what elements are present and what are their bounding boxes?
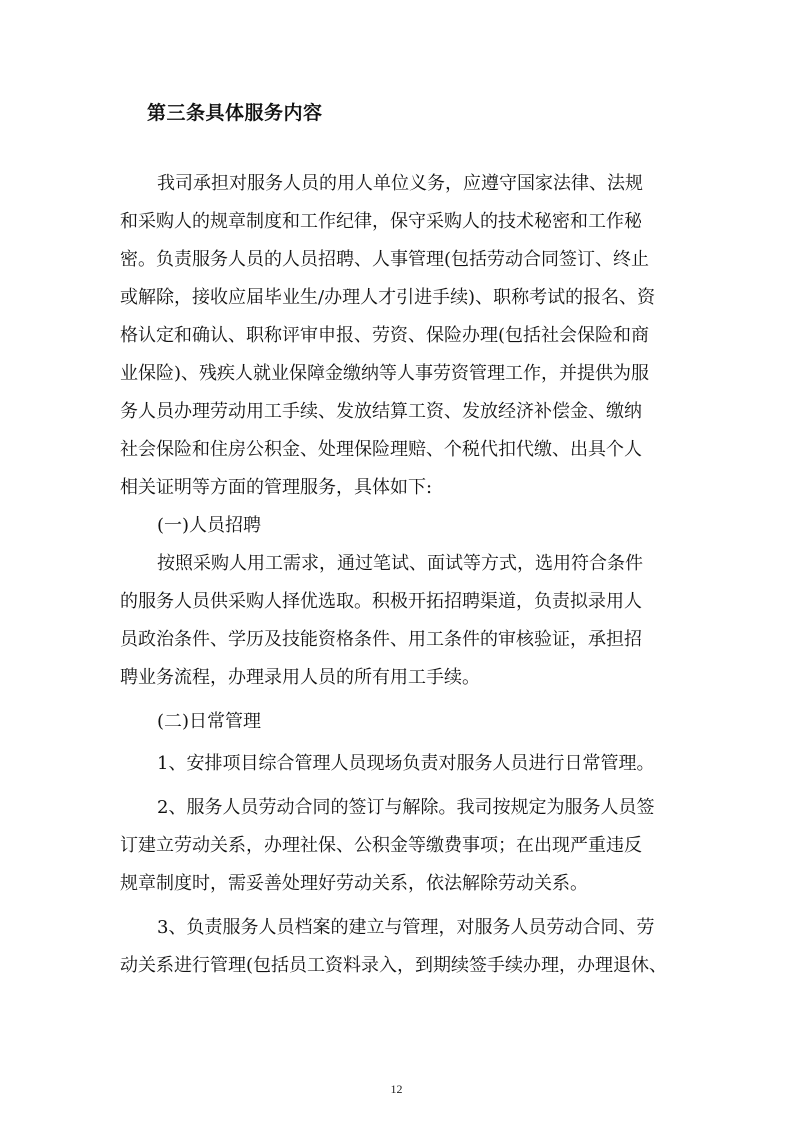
paragraph-line: 按照采购人用工需求，通过笔试、面试等方式，选用符合条件 xyxy=(157,553,643,574)
paragraph-line: 或解除，接收应届毕业生/办理人才引进手续)、职称考试的报名、资 xyxy=(120,287,656,308)
paragraph-line: 业保险)、残疾人就业保障金缴纳等人事劳资管理工作，并提供为服 xyxy=(120,363,650,384)
paragraph-line: 订建立劳动关系，办理社保、公积金等缴费事项；在出现严重违反 xyxy=(120,835,642,856)
paragraph-line: 动关系进行管理(包括员工资料录入，到期续签手续办理，办理退休、 xyxy=(120,955,668,976)
paragraph-line: 社会保险和住房公积金、处理保险理赔、个税代扣代缴、出具个人 xyxy=(120,439,642,460)
paragraph-line: 格认定和确认、职称评审申报、劳资、保险办理(包括社会保险和商 xyxy=(120,325,650,346)
page-number: 12 xyxy=(390,1082,403,1096)
paragraph-line: 密。负责服务人员的人员招聘、人事管理(包括劳动合同签订、终止 xyxy=(120,249,650,270)
subsection-heading: (二)日常管理 xyxy=(157,711,262,732)
paragraph-line: 聘业务流程，办理录用人员的所有用工手续。 xyxy=(120,667,480,688)
paragraph-line: 务人员办理劳动用工手续、发放结算工资、发放经济补偿金、缴纳 xyxy=(120,401,642,422)
paragraph-line: 和采购人的规章制度和工作纪律，保守采购人的技术秘密和工作秘 xyxy=(120,211,642,232)
list-item: 2、服务人员劳动合同的签订与解除。我司按规定为服务人员签 xyxy=(157,797,655,818)
paragraph-line: 员政治条件、学历及技能资格条件、用工条件的审核验证，承担招 xyxy=(120,629,642,650)
list-item: 3、负责服务人员档案的建立与管理，对服务人员劳动合同、劳 xyxy=(157,917,655,938)
paragraph-line: 我司承担对服务人员的用人单位义务，应遵守国家法律、法规 xyxy=(157,173,643,194)
list-item: 1、安排项目综合管理人员现场负责对服务人员进行日常管理。 xyxy=(157,753,655,774)
subsection-heading: (一)人员招聘 xyxy=(157,515,262,536)
paragraph-line: 规章制度时，需妥善处理好劳动关系，依法解除劳动关系。 xyxy=(120,873,588,894)
paragraph-line: 相关证明等方面的管理服务，具体如下: xyxy=(120,477,433,498)
paragraph-line: 的服务人员供采购人择优选取。积极开拓招聘渠道，负责拟录用人 xyxy=(120,591,642,612)
section-heading: 第三条具体服务内容 xyxy=(147,102,323,124)
